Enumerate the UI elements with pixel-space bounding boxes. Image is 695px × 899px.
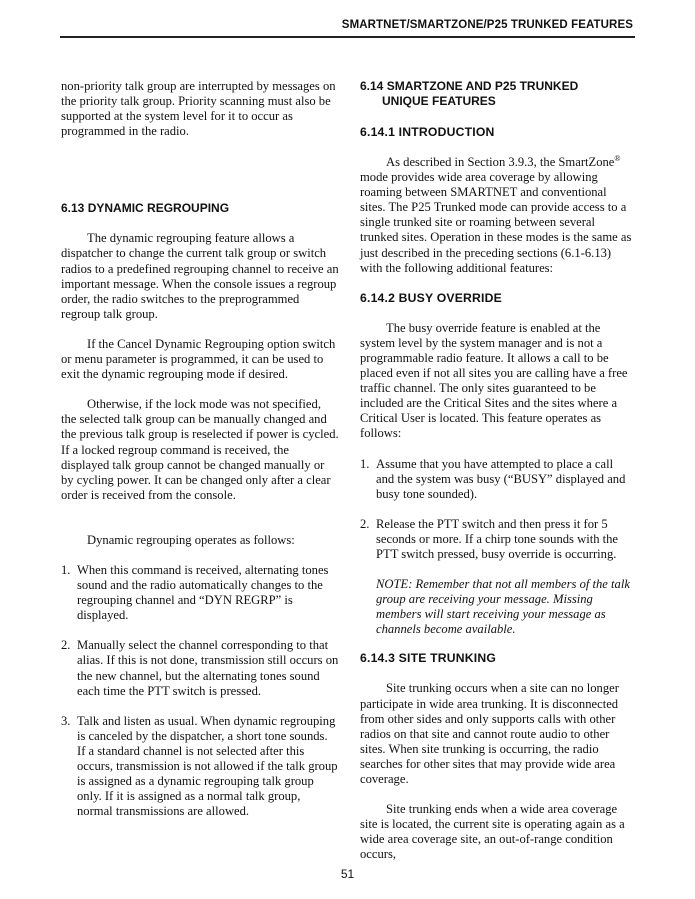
section-6-14-heading (360, 79, 632, 109)
section-6-13-heading: 6.13 DYNAMIC REGROUPING (61, 201, 230, 216)
subsection-6-14-2-heading: 6.14.2 BUSY OVERRIDE (360, 290, 502, 305)
list-item (360, 457, 632, 502)
list-item-text: Manually select the channel corresponding to that alias. If this is not done, transmission still occurs on the new channel, but the alternating tones sound each time the PTT switch is pressed. (77, 638, 339, 698)
subsection-6-14-1-heading: 6.14.1 INTRODUCTION (360, 125, 495, 139)
list-item-text: When this command is received, alternating tones sound and the radio automatically changes to the regrouping channel and “DYN REGRP” is displayed. (77, 562, 329, 623)
site-trunking-paragraph-2: Site trunking ends when a wide area coverage site is located, the current site is operating again as a wide area coverage site, an out-of-range condition occurs, (360, 802, 625, 862)
dynamic-regrouping-paragraph-1: The dynamic regrouping feature allows a dispatcher to change the current talk group or switch radios to a predefined regrouping channel to receive an important message. When the console issues a regroup order, the radio switches to the preprogrammed regroup talk group. (61, 231, 339, 321)
section-6-14-heading-line2: UNIQUE FEATURES (382, 94, 496, 108)
header-rule (60, 36, 635, 38)
list-item-number: 3. (61, 713, 71, 728)
list-item-text: Assume that you have attempted to place a call and the system was busy (“BUSY” displayed and busy tone sounded). (376, 456, 626, 501)
page-number: 51 (340, 867, 355, 881)
list-item (360, 517, 632, 562)
list-item-text: Release the PTT switch and then press it for 5 seconds or more. If a chirp tone sounds with the PTT switch pressed, busy override is occurring. (376, 516, 619, 561)
dynamic-regrouping-paragraph-4: Dynamic regrouping operates as follows: (87, 532, 295, 547)
note-paragraph: NOTE: Remember that not all members of the talk group are receiving your message. Missing members will start receiving your message as channels become available. (376, 577, 630, 637)
list-item-number: 1. (360, 456, 370, 471)
list-item (61, 563, 339, 623)
left-column (61, 79, 339, 819)
busy-override-paragraph: The busy override feature is enabled at the system level by the system manager and is not a programmable radio feature. It allows a call to be placed even if not all sites you are calling have a free traffic channel. The only sites guaranteed to be included are the Critical Sites and the sites where a Critical User is located. This feature operates as follows: (360, 320, 628, 441)
subsection-6-14-3-heading: 6.14.3 SITE TRUNKING (360, 651, 497, 666)
introduction-paragraph (360, 155, 632, 276)
dynamic-regrouping-paragraph-3: Otherwise, if the lock mode was not specified, the selected talk group can be manually changed and the previous talk group is reselected if power is cycled. If a locked regroup command is received, the displayed talk group cannot be changed manually or by cycling power. It can be changed only after a clear order is received from the console. (61, 397, 339, 502)
section-6-14-heading-line1: 6.14 SMARTZONE AND P25 TRUNKED (360, 79, 579, 93)
list-item-number: 1. (61, 562, 71, 577)
list-item-text: Talk and listen as usual. When dynamic regrouping is canceled by the dispatcher, a short tone sounds. If a standard channel is not selected after this occurs, transmission is not allowed if the talk group is assigned as a dynamic regrouping talk group only. If it is assigned as a normal talk group, normal transmissions are allowed. (77, 713, 338, 819)
registered-mark: ® (614, 153, 621, 163)
introduction-text-a: As described in Section 3.9.3, the SmartZone (386, 155, 615, 169)
list-item-number: 2. (360, 516, 370, 531)
list-item (61, 714, 339, 820)
list-item (61, 638, 339, 698)
right-column (360, 79, 632, 862)
site-trunking-paragraph-1: Site trunking occurs when a site can no longer participate in wide area trunking. It is disconnected from other sides and only supports calls with other radios on that site and cannot route audio to other sites. When site trunking is occurring, the radio searches for other sites that may provide wide area coverage. (360, 681, 619, 786)
introduction-text-b: mode provides wide area coverage by allowing roaming between SMARTNET and conventional sites. The P25 Trunked mode can provide access to a single trunked site or roaming between several trunked sites. Operation in these modes is the same as just described in the preceding sections (6.1-6.13) with the following additional features: (360, 170, 632, 275)
running-header-title: SMARTNET/SMARTZONE/P25 TRUNKED FEATURES (341, 19, 633, 31)
dynamic-regrouping-paragraph-2: If the Cancel Dynamic Regrouping option switch or menu parameter is programmed, it can be used to exit the dynamic regrouping mode if desired. (61, 336, 336, 382)
continued-paragraph: non-priority talk group are interrupted by messages on the priority talk group. Priority scanning must also be supported at the system level for it to occur as programmed in the radio. (61, 79, 336, 139)
page-header (0, 0, 695, 37)
list-item-number: 2. (61, 638, 71, 653)
